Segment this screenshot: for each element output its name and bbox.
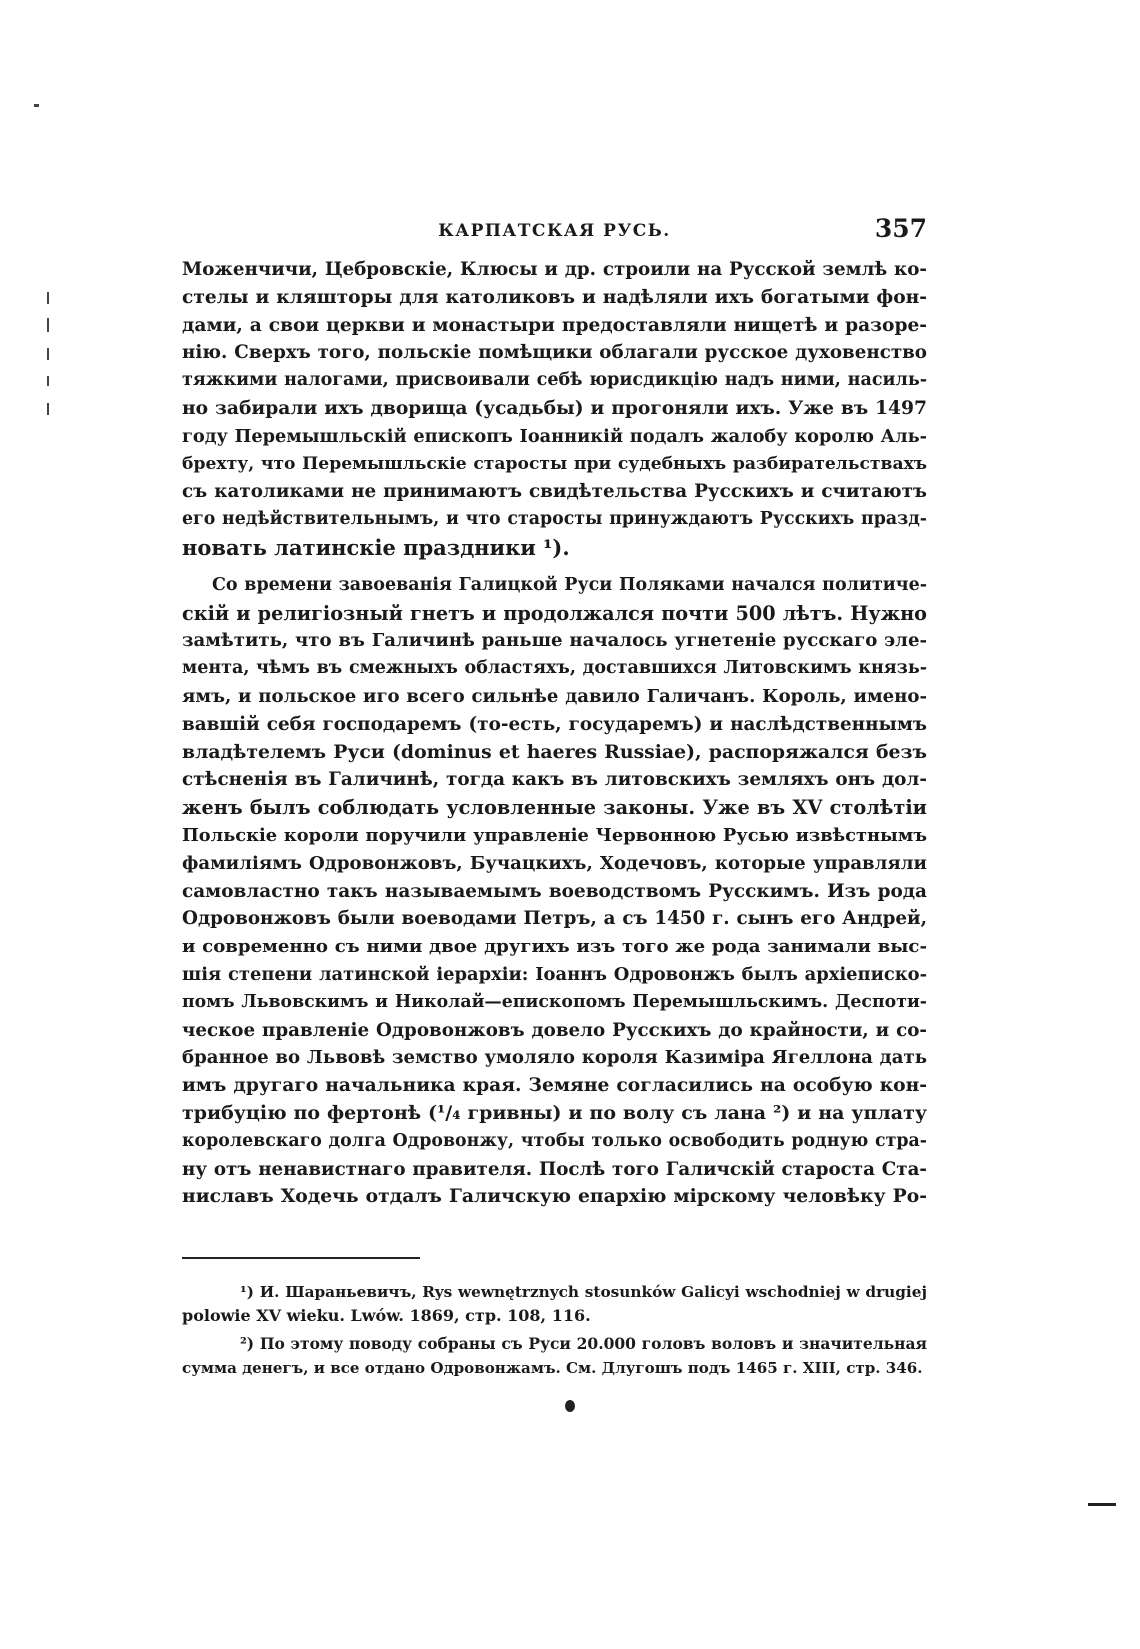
text-line: году Перемышльскій епископъ Іоанникій подалъ жалобу королю Аль- bbox=[182, 425, 927, 447]
running-head-title: КАРПАТСКАЯ РУСЬ. bbox=[438, 221, 671, 241]
margin-mark bbox=[34, 104, 39, 107]
footnote-line: ¹) И. Шараньевичъ, Rys wewnętrznych stosunków Galicyi wschodniej w drugiej bbox=[240, 1283, 927, 1301]
text-line: владѣтелемъ Руси (dominus et haeres Russiae), распоряжался безъ bbox=[182, 740, 927, 763]
text-line: и современно съ ними двое другихъ изъ того же рода занимали выс- bbox=[182, 936, 927, 958]
text-line: имъ другаго начальника края. Земяне согласились на особую кон- bbox=[182, 1074, 927, 1097]
text-line: скій и религіозный гнетъ и продолжался почти 500 лѣтъ. Нужно bbox=[182, 601, 927, 625]
text-line: трибуцію по фертонѣ (¹/₄ гривны) и по волу съ лана ²) и на уплату bbox=[182, 1101, 927, 1124]
text-line: Моженчичи, Цебровскіе, Клюсы и др. строили на Русской землѣ ко- bbox=[182, 259, 927, 280]
footnote-rule bbox=[182, 1257, 420, 1259]
text-line: Одровонжовъ были воеводами Петръ, а съ 1450 г. сынъ его Андрей, bbox=[182, 908, 927, 930]
text-line: ниславъ Ходечь отдалъ Галичскую епархію мірскому человѣку Ро- bbox=[182, 1185, 927, 1208]
text-line: брехту, что Перемышльскіе старосты при судебныхъ разбирательствахъ bbox=[182, 453, 927, 474]
paragraph-2 bbox=[182, 572, 927, 1211]
text-line: нію. Сверхъ того, польскіе помѣщики облагали русское духовенство bbox=[182, 342, 927, 364]
margin-dash bbox=[1088, 1503, 1116, 1506]
text-line: съ католиками не принимаютъ свидѣтельства Русскихъ и считаютъ bbox=[182, 481, 927, 503]
text-line: ческое правленіе Одровонжовъ довело Русскихъ до крайности, и со- bbox=[182, 1019, 927, 1041]
text-line: дами, а свои церкви и монастыри предоставляли нищетѣ и разоре- bbox=[182, 314, 927, 336]
text-line: новать латинскіе праздники ¹). bbox=[182, 534, 570, 560]
body-text bbox=[182, 256, 927, 1211]
text-line: фамиліямъ Одровонжовъ, Бучацкихъ, Ходечовъ, которые управляли bbox=[182, 852, 927, 874]
text-line: стѣсненія въ Галичинѣ, тогда какъ въ литовскихъ земляхъ онъ дол- bbox=[182, 769, 927, 791]
margin-mark bbox=[47, 292, 49, 304]
text-line: Польскіе короли поручили управленіе Червонною Русью извѣстнымъ bbox=[182, 824, 927, 846]
text-line: замѣтить, что въ Галичинѣ раньше началось угнетеніе русскаго эле- bbox=[182, 630, 927, 652]
text-line: мента, чѣмъ въ смежныхъ областяхъ, доставшихся Литовскимъ князь- bbox=[182, 658, 927, 679]
footnotes bbox=[182, 1280, 927, 1380]
text-line: женъ былъ соблюдать условленные законы. Уже въ XV столѣтіи bbox=[182, 796, 927, 820]
margin-mark bbox=[47, 318, 49, 332]
text-line: шія степени латинской іерархіи: Іоаннъ Одровонжъ былъ архіеписко- bbox=[182, 963, 927, 985]
text-line: помъ Львовскимъ и Николай—епископомъ Перемышльскимъ. Деспоти- bbox=[182, 991, 927, 1012]
margin-mark bbox=[47, 376, 49, 386]
margin-mark bbox=[47, 403, 49, 415]
running-head bbox=[182, 214, 927, 248]
paragraph-1 bbox=[182, 256, 927, 562]
footnote-line: ²) По этому поводу собраны съ Руси 20.000 головъ воловъ и значительная bbox=[240, 1334, 927, 1353]
footnote-1 bbox=[182, 1280, 927, 1328]
text-line: ну отъ ненавистнаго правителя. Послѣ того Галичскій староста Ста- bbox=[182, 1158, 927, 1180]
margin-mark bbox=[47, 348, 49, 360]
text-line: но забирали ихъ дворища (усадьбы) и прогоняли ихъ. Уже въ 1497 bbox=[182, 396, 927, 419]
page-number: 357 bbox=[874, 214, 927, 243]
footnote-2 bbox=[182, 1332, 927, 1380]
text-line: ямъ, и польское иго всего сильнѣе давило Галичанъ. Король, имено- bbox=[182, 685, 927, 707]
text-line: Со времени завоеванія Галицкой Руси Поляками начался политиче- bbox=[212, 574, 927, 595]
text-line: его недѣйствительнымъ, и что старосты принуждаютъ Русскихъ празд- bbox=[182, 509, 927, 530]
footnote-line: polowie XV wieku. Lwów. 1869, стр. 108, 116. bbox=[182, 1306, 591, 1325]
text-line: королевскаго долга Одровонжу, чтобы только освободить родную стра- bbox=[182, 1130, 927, 1151]
text-line: самовластно такъ называемымъ воеводствомъ Русскимъ. Изъ рода bbox=[182, 880, 927, 902]
text-line: вавшій себя господаремъ (то-есть, государемъ) и наслѣдственнымъ bbox=[182, 713, 927, 735]
text-line: стелы и кляшторы для католиковъ и надѣляли ихъ богатыми фон- bbox=[182, 286, 927, 308]
ink-mark bbox=[565, 1400, 575, 1412]
footnote-line: сумма денегъ, и все отдано Одровонжамъ. См. Длугошъ подъ 1465 г. XIII, стр. 346. bbox=[182, 1359, 923, 1377]
text-line: тяжкими налогами, присвоивали себѣ юрисдикцію надъ ними, насиль- bbox=[182, 370, 927, 391]
text-line: бранное во Львовѣ земство умоляло короля Казиміра Ягеллона дать bbox=[182, 1047, 927, 1069]
